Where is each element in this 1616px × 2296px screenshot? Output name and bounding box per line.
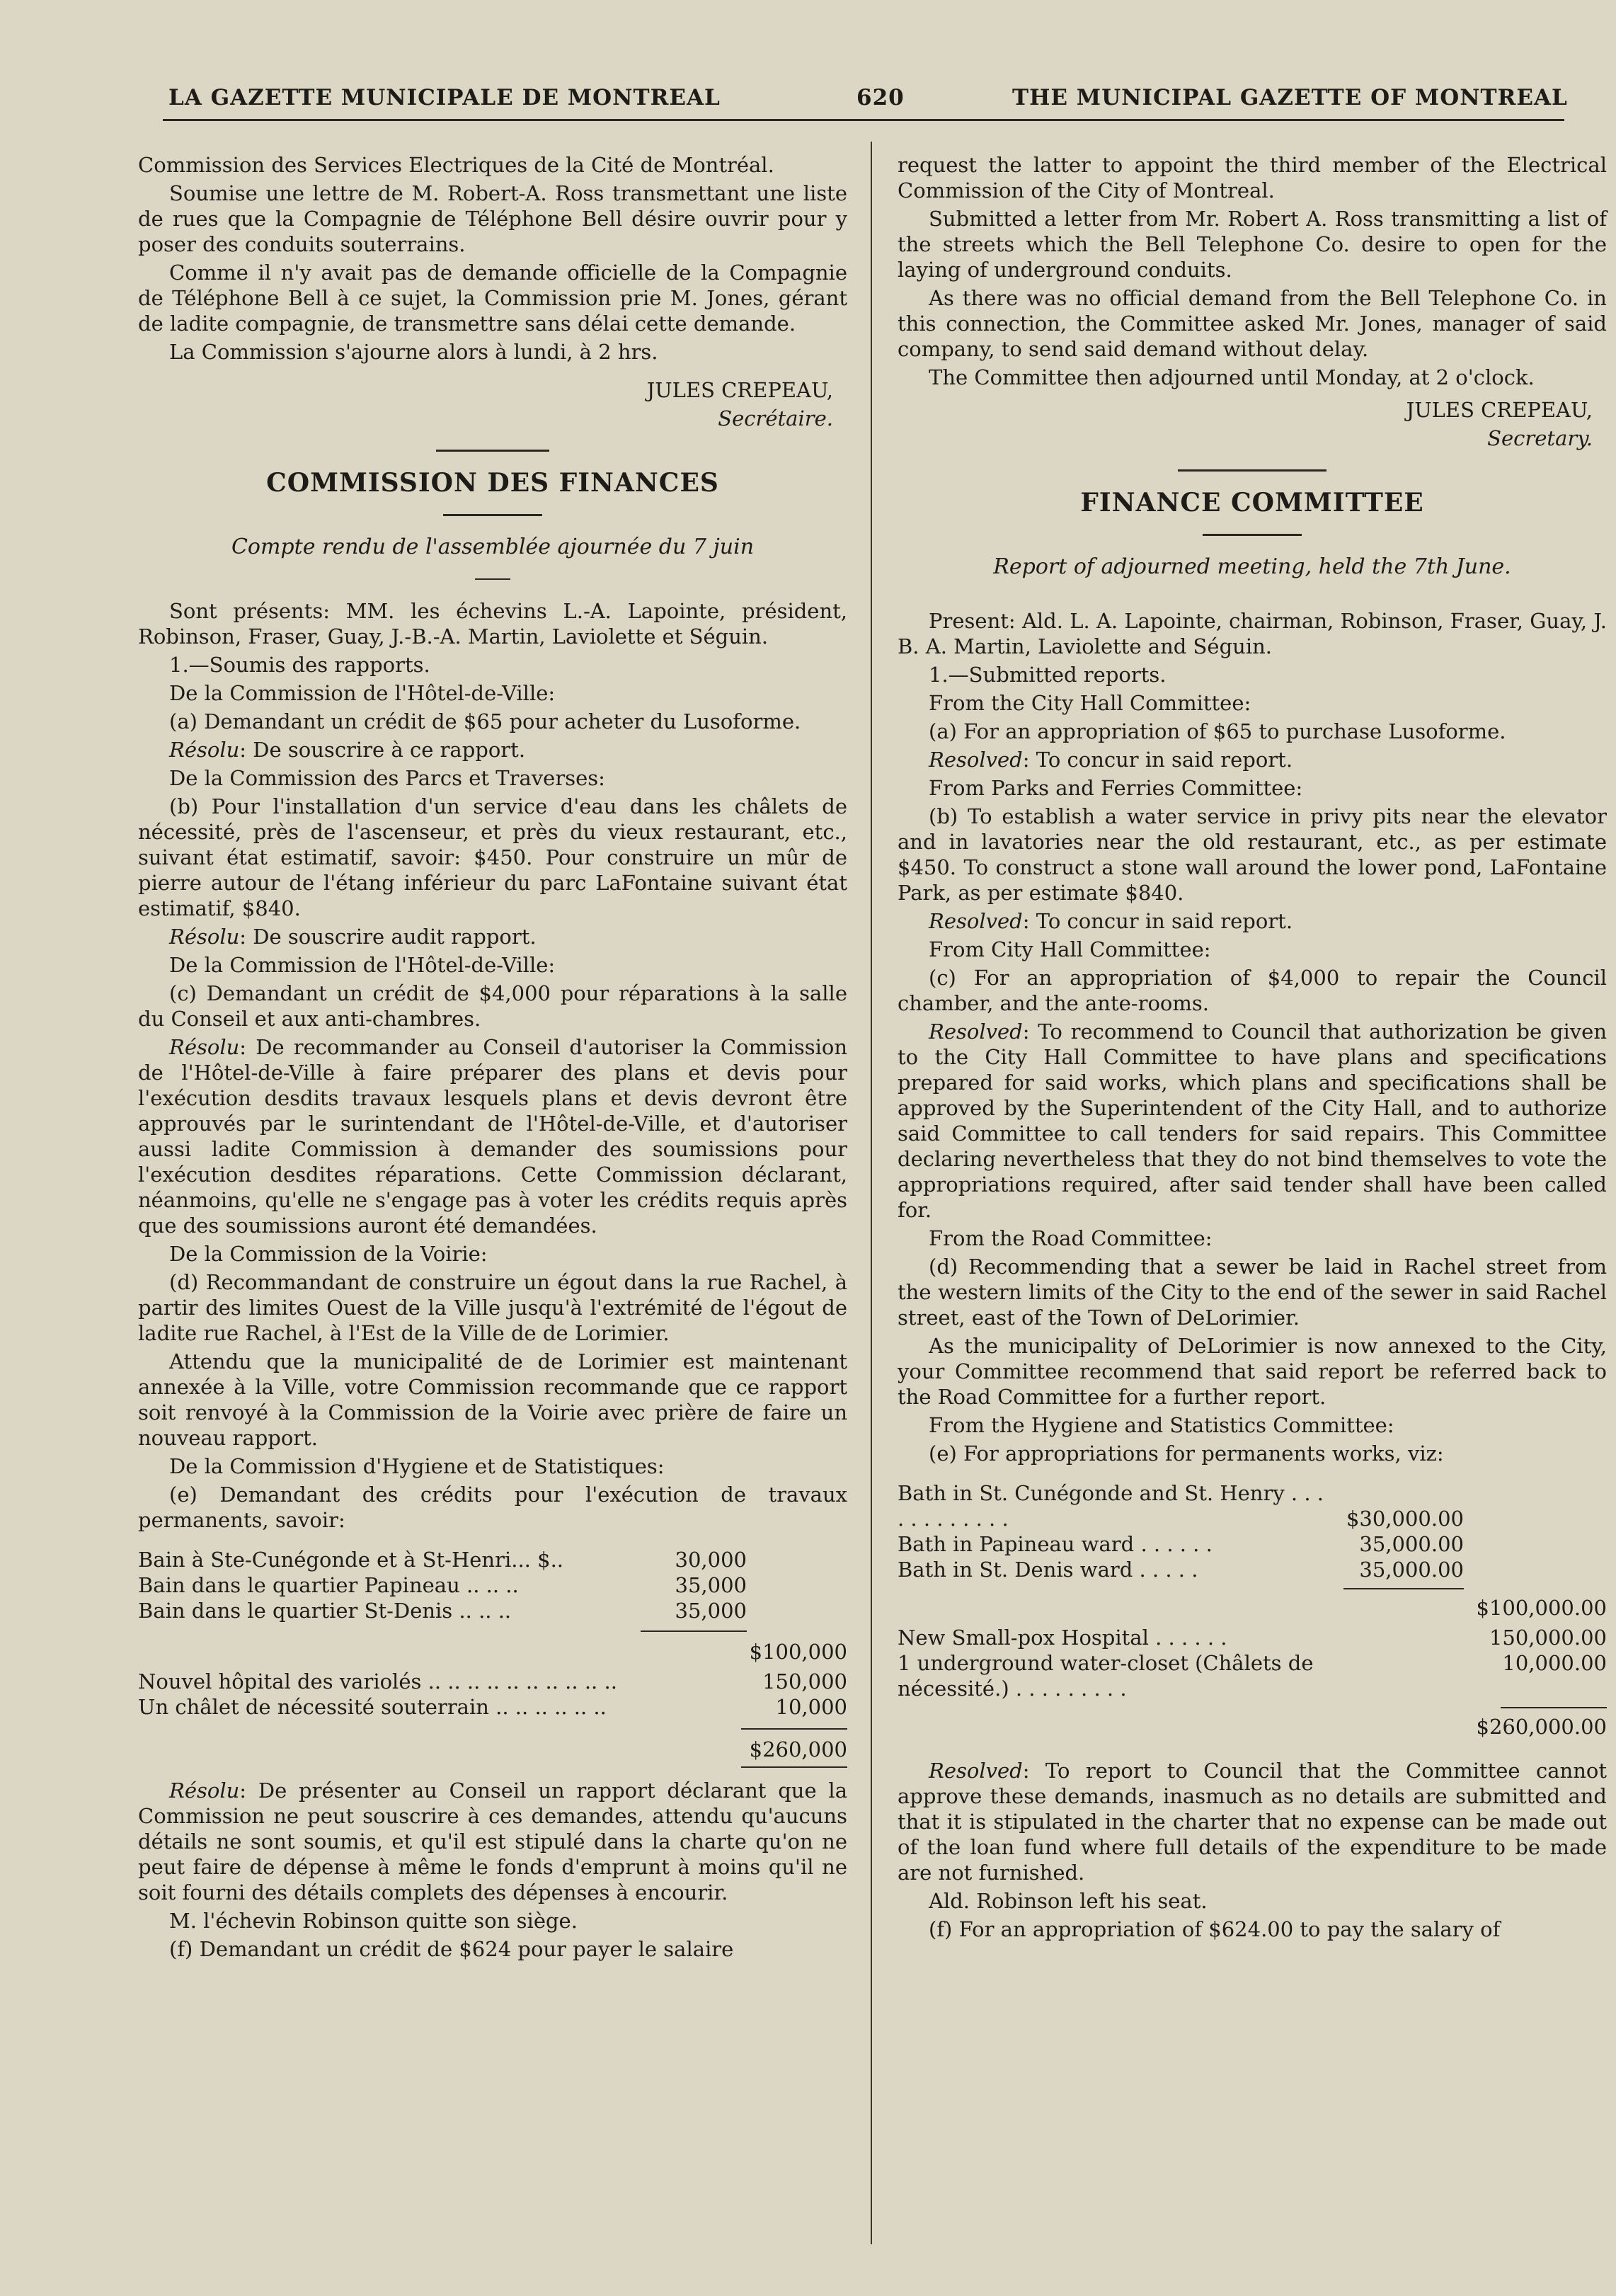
resolution: Resolved: To report to Council that the Committee cannot approve these demands, inasmuch as no details are submitted and that it is stipulated in the charter that no expense can be made out of the loan fund where full details of the expenditure to be made are not furnished. [898, 1759, 1607, 1885]
paragraph: (d) Recommending that a sewer be laid in Rachel street from the western limits of the City to the end of the sewer in said Rachel street, east of the Town of DeLorimier. [898, 1255, 1607, 1330]
resolution: Résolu: De souscrire audit rapport. [169, 925, 537, 949]
section-heading: COMMISSION DES FINANCES [266, 468, 719, 498]
paragraph: (c) Demandant un crédit de $4,000 pour réparations à la salle du Conseil et aux anti-chambres. [138, 981, 847, 1031]
grand-total: $260,000 [749, 1737, 847, 1761]
header-english-title: THE MUNICIPAL GAZETTE OF MONTREAL [1012, 85, 1568, 110]
sum-rule [741, 1728, 847, 1730]
paragraph: (e) For appropriations for permanents works, viz: [929, 1441, 1444, 1466]
paragraph: (c) For an appropriation of $4,000 to repair the Council chamber, and the ante-rooms. [898, 966, 1607, 1015]
heading-rule [443, 514, 542, 516]
paragraph: (e) Demandant des crédits pour l'exécution de travaux permanents, savoir: [138, 1483, 847, 1532]
subtotal: $100,000 [749, 1640, 847, 1664]
paragraph: (a) Demandant un crédit de $65 pour acheter du Lusoforme. [169, 709, 801, 733]
section-heading: FINANCE COMMITTEE [1080, 488, 1424, 518]
table-row: Bain dans le quartier St-Denis .. .. .. 35,000 [138, 1599, 747, 1623]
paragraph: request the latter to appoint the third member of the Electrical Commission of the City of Montreal. [898, 153, 1607, 202]
table-row: Un châlet de nécessité souterrain .. .. .. .. .. .. 10,000 [138, 1695, 847, 1719]
paragraph: As there was no official demand from the Bell Telephone Co. in this connection, the Committee asked Mr. Jones, manager of said company, to send said demand without delay. [898, 286, 1607, 361]
paragraph: Submitted a letter from Mr. Robert A. Ross transmitting a list of the streets which the Bell Telephone Co. desire to open for the laying of underground conduits. [898, 207, 1607, 282]
paragraph: 1.—Submitted reports. [929, 663, 1167, 687]
appropriations-table [898, 1480, 1464, 1582]
resolution-label: Resolved [929, 748, 1023, 772]
paragraph: (b) Pour l'installation d'un service d'eau dans les châlets de nécessité, près de l'ascenseur, et près du vieux restaurant, etc., suivant état estimatif, savoir: $450. Pour construire un mûr de pierre autour de l'étang inférieur du parc LaFontaine suivant état estimatif, $840. [138, 794, 847, 920]
paragraph: From the Hygiene and Statistics Committee: [929, 1413, 1394, 1437]
paragraph: As the municipality of DeLorimier is now annexed to the City, your Committee recommend that said report be referred back to the Road Committee for a further report. [898, 1334, 1607, 1409]
paragraph: (b) To establish a water service in privy pits near the elevator and in lavatories near the old restaurant, etc., as per estimate $450. To construct a stone wall around the lower pond, LaFontaine Park, as per estimate $840. [898, 804, 1607, 905]
signature-title: Secretary. [1487, 426, 1593, 450]
paragraph: The Committee then adjourned until Monday, at 2 o'clock. [929, 365, 1535, 389]
page-header [163, 85, 1568, 127]
header-rule [163, 119, 1564, 121]
table-row: Bath in St. Denis ward . . . . . 35,000.00 [898, 1558, 1464, 1582]
sum-rule [641, 1630, 747, 1632]
appropriations-table [138, 1547, 747, 1623]
attendance: Present: Ald. L. A. Lapointe, chairman, Robinson, Fraser, Guay, J. B. A. Martin, Laviolette and Séguin. [898, 609, 1607, 658]
resolution: Résolu: De présenter au Conseil un rapport déclarant que la Commission ne peut souscrire à ces demandes, attendu qu'aucuns détails ne sont soumis, et qu'il est stipulé dans la charte qu'on ne peut faire de dépense à même le fonds d'emprunt à moins qu'il ne soit fourni des détails complets des dépenses à encourir. [138, 1778, 847, 1904]
signature-title: Secrétaire. [718, 406, 833, 430]
resolution-label: Résolu [169, 738, 240, 762]
paragraph: (f) Demandant un crédit de $624 pour payer le salaire [169, 1937, 734, 1961]
resolution: Resolved: To concur in said report. [929, 748, 1293, 772]
paragraph: La Commission s'ajourne alors à lundi, à 2 hrs. [169, 340, 658, 364]
table-row: Bain dans le quartier Papineau .. .. .. 35,000 [138, 1573, 747, 1597]
page-number: 620 [856, 85, 905, 110]
english-column [898, 152, 1607, 1945]
signature-name: JULES CREPEAU, [1406, 398, 1593, 422]
paragraph: M. l'échevin Robinson quitte son siège. [169, 1909, 578, 1933]
paragraph: De la Commission de l'Hôtel-de-Ville: [169, 681, 556, 705]
paragraph: (a) For an appropriation of $65 to purchase Lusoforme. [929, 719, 1506, 743]
sum-rule [1501, 1707, 1607, 1708]
section-divider [436, 450, 549, 452]
sum-rule [1343, 1588, 1464, 1589]
table-row: Bath in Papineau ward . . . . . . 35,000.00 [898, 1532, 1464, 1556]
header-french-title: LA GAZETTE MUNICIPALE DE MONTREAL [168, 85, 721, 110]
resolution: Resolved: To recommend to Council that authorization be given to the City Hall Committee to have plans and specifications prepared for said works, which plans and specifications shall be approved by the Superintendent of the City Hall, and to authorize said Committee to call tenders for said repairs. This Committee declaring nevertheless that they do not bind themselves to vote the appropriations required, after said tender shall have been called for. [898, 1020, 1607, 1222]
paragraph: Comme il n'y avait pas de demande officielle de la Compagnie de Téléphone Bell à ce sujet, la Commission prie M. Jones, gérant de ladite compagnie, de transmettre sans délai cette demande. [138, 261, 847, 336]
grand-total: $260,000.00 [1476, 1715, 1607, 1739]
attendance: Sont présents: MM. les échevins L.-A. Lapointe, président, Robinson, Fraser, Guay, J.-B.-A. Martin, Laviolette et Séguin. [138, 599, 847, 649]
paragraph: Attendu que la municipalité de de Lorimier est maintenant annexée à la Ville, votre Commission recommande que ce rapport soit renvoyé à la Commission de la Voirie avec prière de faire un nouveau rapport. [138, 1349, 847, 1450]
paragraph: De la Commission de l'Hôtel-de-Ville: [169, 953, 556, 977]
table-row: 1 underground water-closet (Châlets de nécessité.) . . . . . . . . . 10,000.00 [898, 1651, 1607, 1701]
paragraph: (d) Recommandant de construire un égout dans la rue Rachel, à partir des limites Ouest de la Ville jusqu'à l'extrémité de l'égout de ladite rue Rachel, à l'Est de la Ville de de Lorimier. [138, 1270, 847, 1345]
resolution: Résolu: De souscrire à ce rapport. [169, 738, 526, 762]
paragraph: From the City Hall Committee: [929, 691, 1251, 715]
resolution: Resolved: To concur in said report. [929, 909, 1293, 933]
signature-name: JULES CREPEAU, [646, 378, 833, 402]
french-column [138, 152, 847, 1965]
subheading-rule [475, 578, 510, 580]
resolution: Résolu: De recommander au Conseil d'autoriser la Commission de l'Hôtel-de-Ville à faire préparer des plans et devis pour l'exécution desdits travaux lesquels plans et devis devront être approuvés par le surintendant de l'Hôtel-de-Ville, et d'autoriser aussi ladite Commission à demander des soumissions pour l'exécution desdites réparations. Cette Commission déclarant, néanmoins, qu'elle ne s'engage pas à voter les crédits requis après que des soumissions auront été demandées. [138, 1035, 847, 1238]
table-row: Bath in St. Cunégonde and St. Henry . . . . . . . . . . . . $30,000.00 [898, 1481, 1464, 1531]
paragraph: De la Commission de la Voirie: [169, 1242, 488, 1266]
table-row: Nouvel hôpital des variolés .. .. .. .. .. .. .. .. .. .. 150,000 [138, 1669, 847, 1694]
paragraph: From City Hall Committee: [929, 937, 1211, 961]
section-divider [1178, 469, 1326, 472]
paragraph: From Parks and Ferries Committee: [929, 776, 1303, 800]
paragraph: De la Commission d'Hygiene et de Statistiques: [169, 1454, 665, 1478]
section-subheading: Report of adjourned meeting, held the 7th June. [993, 554, 1511, 579]
paragraph: 1.—Soumis des rapports. [169, 653, 430, 677]
subtotal: $100,000.00 [1476, 1596, 1607, 1620]
paragraph: Soumise une lettre de M. Robert-A. Ross transmettant une liste de rues que la Compagnie de Téléphone Bell désire ouvrir pour y poser des conduits souterrains. [138, 181, 847, 256]
paragraph: Ald. Robinson left his seat. [929, 1889, 1208, 1913]
paragraph: (f) For an appropriation of $624.00 to pay the salary of [929, 1917, 1501, 1941]
sum-rule [741, 1766, 847, 1768]
paragraph: Commission des Services Electriques de la Cité de Montréal. [138, 153, 774, 177]
column-divider [871, 142, 872, 2244]
table-row: Bain à Ste-Cunégonde et à St-Henri... $.. 30,000 [138, 1548, 747, 1572]
paragraph: De la Commission des Parcs et Traverses: [169, 766, 605, 790]
paragraph: From the Road Committee: [929, 1226, 1213, 1250]
table-row: New Small-pox Hospital . . . . . . 150,000.00 [898, 1626, 1607, 1650]
section-subheading: Compte rendu de l'assemblée ajournée du 7 juin [231, 535, 755, 559]
heading-rule [1203, 534, 1302, 536]
